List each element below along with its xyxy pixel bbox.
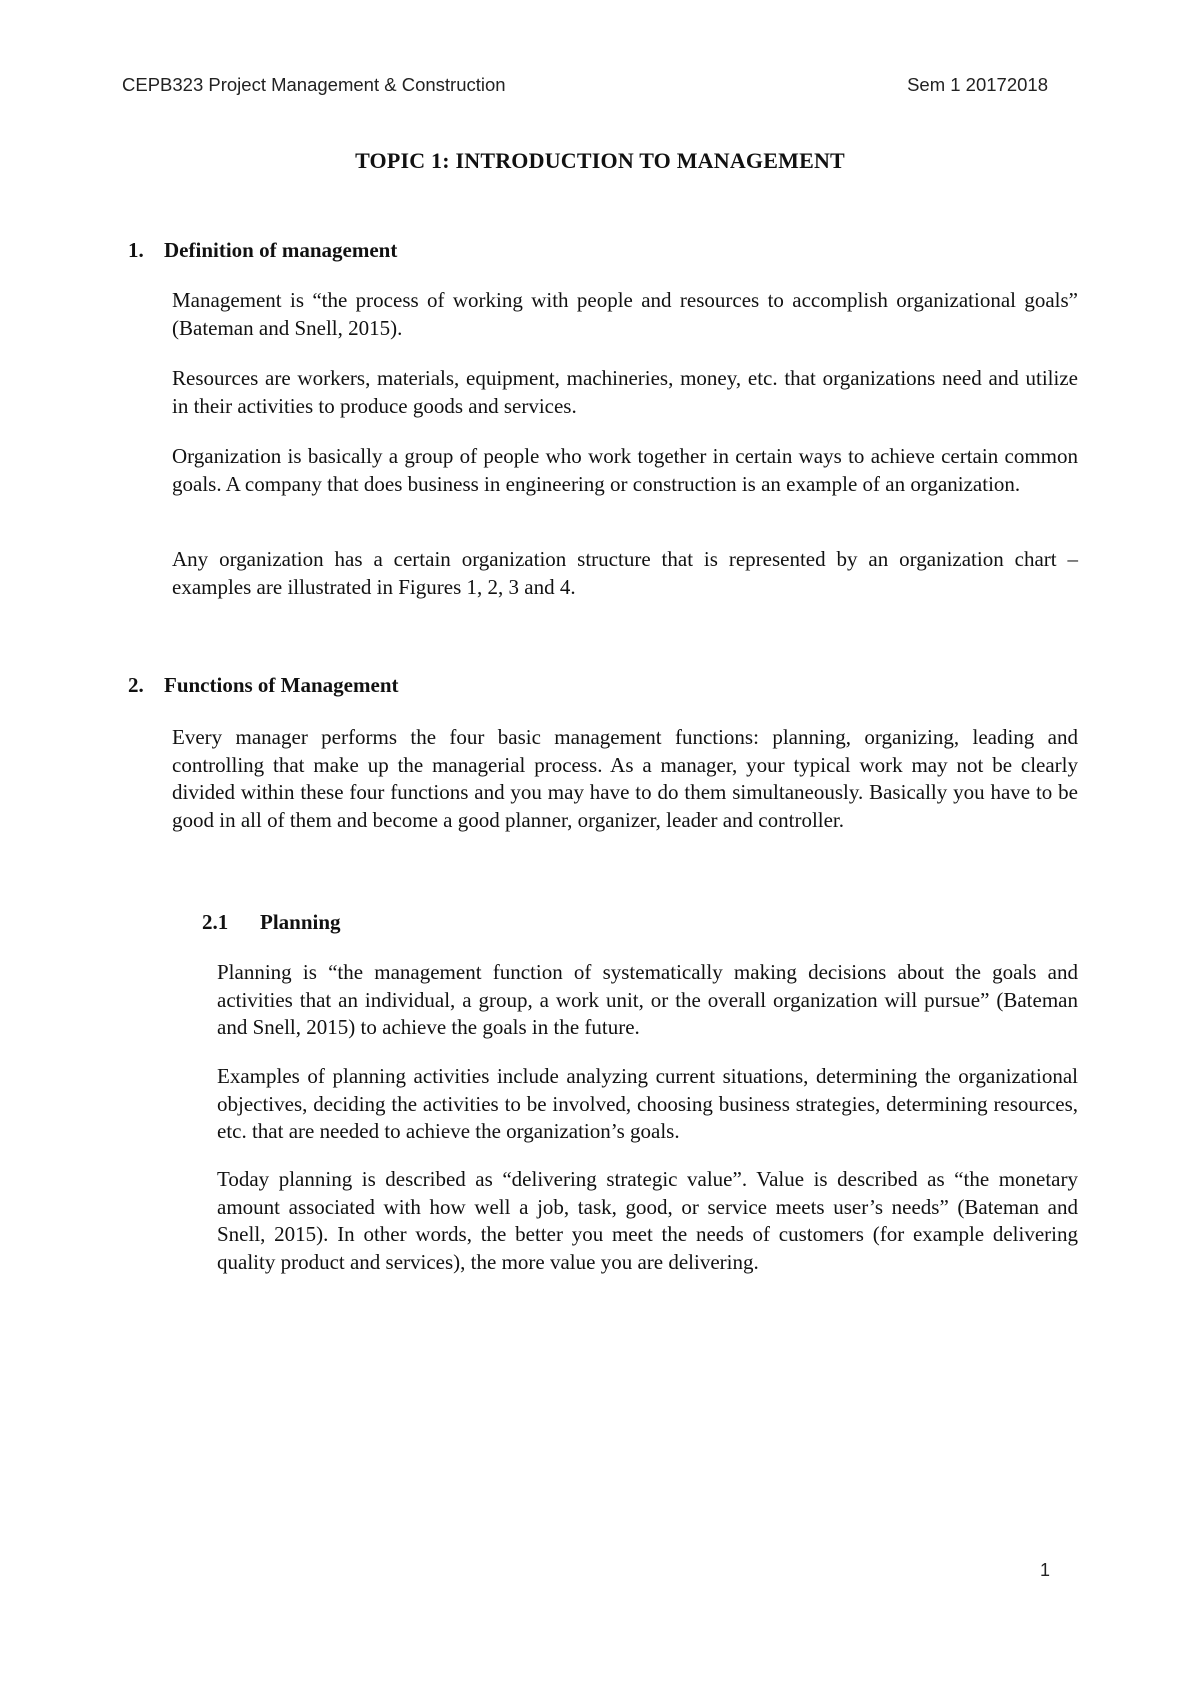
section-1-paragraph: Resources are workers, materials, equipment, machineries, money, etc. that organizations need and utilize in their activities to produce goods and services.: [172, 366, 1078, 418]
subsection-2-1-heading: [202, 910, 341, 935]
section-1-paragraph: Organization is basically a group of people who work together in certain ways to achieve certain common goals. A company that does business in engineering or construction is an example of an organization.: [172, 444, 1078, 496]
document-title: TOPIC 1: INTRODUCTION TO MANAGEMENT: [355, 148, 845, 173]
header-course: CEPB323 Project Management & Construction: [122, 74, 506, 95]
section-1-number: 1.: [128, 238, 144, 262]
header-semester: Sem 1 20172018: [907, 74, 1048, 95]
subsection-2-1-number: 2.1: [202, 910, 229, 934]
section-1-paragraph: Any organization has a certain organization structure that is represented by an organization chart – examples are illustrated in Figures 1, 2, 3 and 4.: [172, 547, 1078, 599]
subsection-2-1-paragraph: Today planning is described as “delivering strategic value”. Value is described as “the monetary amount associated with how well a job, task, good, or service meets user’s needs” (Bateman and Snell, 2015). In other words, the better you meet the needs of customers (for example delivering quality product and services), the more value you are delivering.: [217, 1167, 1078, 1274]
subsection-2-1-paragraph: Examples of planning activities include analyzing current situations, determining the organizational objectives, deciding the activities to be involved, choosing business strategies, determining resources, etc. that are needed to achieve the organization’s goals.: [217, 1064, 1078, 1143]
section-2-paragraph: Every manager performs the four basic management functions: planning, organizing, leading and controlling that make up the managerial process. As a manager, your typical work may not be clearly divided within these four functions and you may have to do them simultaneously. Basically you have to be good in all of them and become a good planner, organizer, leader and controller.: [172, 725, 1078, 832]
page-header: [122, 74, 1048, 96]
section-2-number: 2.: [128, 673, 144, 697]
page-number: 1: [1039, 1560, 1050, 1580]
section-1-paragraph: Management is “the process of working with people and resources to accomplish organizational goals” (Bateman and Snell, 2015).: [172, 288, 1078, 340]
section-1-title: Definition of management: [164, 238, 398, 262]
section-1-heading: [128, 238, 397, 263]
section-2-title: Functions of Management: [164, 673, 399, 697]
subsection-2-1-paragraph: Planning is “the management function of systematically making decisions about the goals and activities that an individual, a group, a work unit, or the overall organization will pursue” (Bateman and Snell, 2015) to achieve the goals in the future.: [217, 960, 1078, 1039]
section-2-heading: [128, 673, 399, 698]
subsection-2-1-title: Planning: [260, 910, 341, 934]
